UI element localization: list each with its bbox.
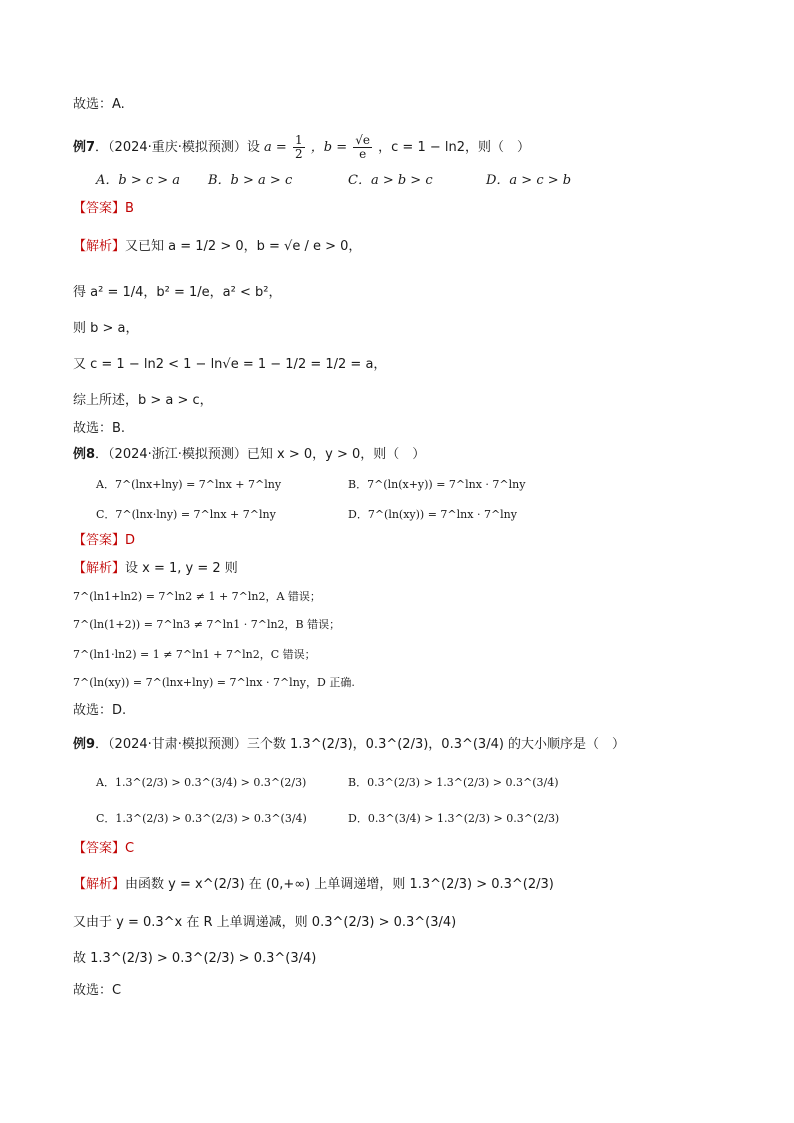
ex9-question [73, 736, 625, 754]
fraction: $\frac{1}{2}$ [294, 133, 303, 161]
ex7-analysis-3: 则 b > a， [73, 321, 139, 336]
ex9-conclusion: 故选：C [73, 983, 122, 998]
ex7-option-c: C．a > b > c [348, 173, 433, 188]
ex8-analysis-4: 7^(ln(xy)) = 7^(lnx+lny) = 7^lnx · 7^lny，D 正确. [73, 676, 355, 689]
ex8-analysis-2: 7^(ln(1+2)) = 7^ln3 ≠ 7^ln1 · 7^ln2，B 错误； [73, 618, 341, 631]
fraction: $\frac{√e}{e}$ [355, 133, 370, 161]
ex9-option-c: C．1.3^(2/3) > 0.3^(2/3) > 0.3^(3/4) [96, 812, 307, 825]
ex7-source: ．（2024·重庆·模拟预测）设 [95, 140, 260, 155]
conclusion-line: 故选：A. [73, 97, 125, 112]
ex7-conclusion: 故选：B. [73, 421, 126, 436]
ex9-source: ．（2024·甘肃·模拟预测）三个数 1.3^(2/3)，0.3^(2/3)，0.3^(3/4) 的大小顺序是（ ） [95, 737, 626, 752]
ex7-analysis-2: 得 a² = 1/4，b² = 1/e，a² < b²， [73, 285, 282, 300]
ex9-analysis-2: 又由于 y = 0.3^x 在 R 上单调递减，则 0.3^(2/3) > 0.3^(3/4) [73, 915, 457, 930]
ex8-analysis-intro: 【解析】设 x = 1, y = 2 则 [73, 561, 238, 576]
ex8-analysis-3: 7^(ln1·ln2) = 1 ≠ 7^ln1 + 7^ln2，C 错误； [73, 648, 316, 661]
ex9-label: 例9 [73, 737, 96, 752]
ex9-option-b: B．0.3^(2/3) > 1.3^(2/3) > 0.3^(3/4) [348, 776, 559, 789]
ex8-analysis-1: 7^(ln1+ln2) = 7^ln2 ≠ 1 + 7^ln2，A 错误； [73, 590, 321, 603]
ex9-answer: 【答案】C [73, 841, 135, 856]
ex8-label: 例8 [73, 447, 96, 462]
ex7-option-d: D．a > c > b [486, 173, 572, 188]
ex7-analysis-1: 【解析】又已知 a = 1/2 > 0，b = √e / e > 0， [73, 239, 362, 254]
ex7-analysis-4: 又 c = 1 − ln2 < 1 − ln√e = 1 − 1/2 = 1/2 = a， [73, 357, 387, 372]
ex7-analysis-5: 综上所述，b > a > c， [73, 393, 213, 408]
ex8-source: ．（2024·浙江·模拟预测）已知 x > 0，y > 0，则（ ） [95, 447, 426, 462]
ex7-answer: 【答案】B [73, 201, 134, 216]
ex8-option-d: D．7^(ln(xy)) = 7^lnx · 7^lny [348, 508, 517, 521]
ex9-option-d: D．0.3^(3/4) > 1.3^(2/3) > 0.3^(2/3) [348, 812, 560, 825]
ex7-label: 例7 [73, 140, 96, 155]
ex8-conclusion: 故选：D. [73, 703, 127, 718]
ex7-option-a: A．b > c > a [96, 173, 181, 188]
ex9-option-a: A．1.3^(2/3) > 0.3^(3/4) > 0.3^(2/3) [96, 776, 307, 789]
ex8-answer: 【答案】D [73, 533, 136, 548]
ex8-option-b: B．7^(ln(x+y)) = 7^lnx · 7^lny [348, 478, 526, 491]
ex7-option-b: B．b > a > c [208, 173, 293, 188]
ex7-question: 例7．（2024·重庆·模拟预测）设 a = $\frac{1}{2}$ ，b = $\frac{√e}{e}$ ，c = 1 − ln2，则（ ） [73, 133, 530, 161]
ex8-option-a: A．7^(lnx+lny) = 7^lnx + 7^lny [96, 478, 282, 491]
ex9-analysis-3: 故 1.3^(2/3) > 0.3^(2/3) > 0.3^(3/4) [73, 951, 317, 966]
ex8-option-c: C．7^(lnx·lny) = 7^lnx + 7^lny [96, 508, 276, 521]
ex8-question [73, 446, 425, 464]
ex9-analysis-1: 【解析】由函数 y = x^(2/3) 在 (0,+∞) 上单调递增，则 1.3^(2/3) > 0.3^(2/3) [73, 877, 554, 892]
